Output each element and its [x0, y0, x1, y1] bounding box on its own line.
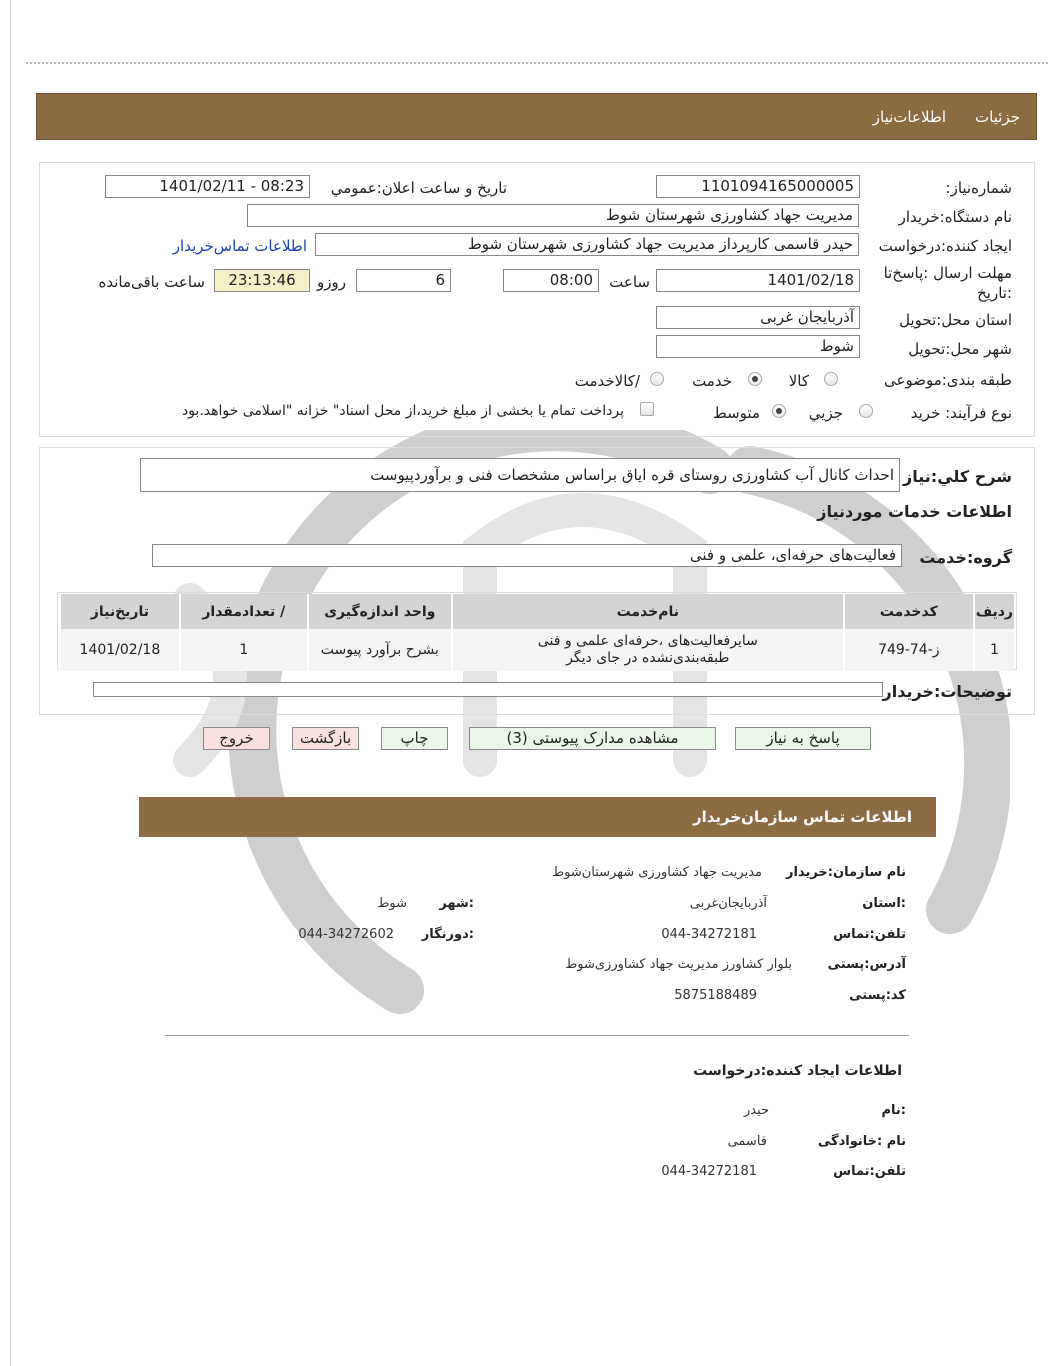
- payment-treasury-checkbox[interactable]: [640, 402, 654, 416]
- deadline-date-field: 1401/02/18: [656, 269, 860, 292]
- services-section-title: اطلاعات خدمات موردنیاز: [817, 502, 1012, 521]
- deadline-hour-label: ساعت: [609, 273, 650, 291]
- category-service-label: خدمت: [692, 372, 732, 390]
- category-goods-radio[interactable]: [824, 372, 838, 386]
- tab-details[interactable]: جزئیات: [975, 108, 1020, 126]
- category-goods-service-label: /کالاخدمت: [574, 372, 640, 390]
- row-unit: بشرح برآورد پیوست: [308, 629, 452, 671]
- city-label: شهر محل:تحویل: [908, 340, 1012, 358]
- buyer-notes-label: توضیحات:خریدار: [882, 682, 1012, 701]
- table-header-service-name: نام‌خدمت: [452, 594, 844, 629]
- need-description-field: احداث کانال آب کشاورزی روستای قره اياق براساس مشخصات فنی و برآوردپیوست: [140, 458, 900, 492]
- row-service-name-line1: سایرفعالیت‌های ،حرفه‌ای علمی و فنی: [537, 633, 758, 649]
- table-header-need-date: تاریخ‌نیاز: [60, 594, 180, 629]
- row-index: 1: [974, 629, 1014, 671]
- view-documents-button[interactable]: مشاهده مدارک پیوستی (3): [469, 727, 716, 750]
- creator-label: ایجاد کننده:درخواست: [878, 237, 1012, 255]
- contact-phone-label: تلفن:تماس: [833, 927, 906, 942]
- creator-family-label: نام :خانوادگی: [817, 1134, 906, 1149]
- contact-divider: [165, 1035, 909, 1036]
- remaining-time-field: 23:13:46: [214, 269, 310, 292]
- table-header-unit: واحد اندازه‌گیری: [308, 594, 452, 629]
- category-goods-service-radio[interactable]: [650, 372, 664, 386]
- row-need-date: 1401/02/18: [60, 629, 180, 671]
- contact-org-label: نام سازمان:خریدار: [786, 865, 906, 880]
- creator-name-label: :نام: [881, 1103, 906, 1118]
- contact-fax-label: :دورنگار: [421, 927, 474, 942]
- payment-note-label: پرداخت تمام یا بخشی از مبلغ خرید،از محل اسناد" خزانه "اسلامی خواهد.بود: [181, 403, 624, 419]
- contact-postal-value: 5875188489: [674, 988, 757, 1003]
- table-header-quantity: / تعدادمقدار: [180, 594, 308, 629]
- deadline-label-date: :تاریخ: [977, 284, 1012, 302]
- contact-address-label: آدرس:پستی: [827, 957, 906, 972]
- contact-city-value: شوط: [377, 896, 407, 911]
- category-goods-label: کالا: [788, 372, 809, 390]
- table-header-row-index: ردیف: [974, 594, 1014, 629]
- process-type-label: نوع فرآیند: خرید: [910, 404, 1012, 422]
- city-field: شوط: [656, 335, 860, 358]
- row-service-name: [452, 629, 844, 671]
- creator-field: حیدر قاسمی کارپرداز مدیریت جهاد کشاورزی شهرستان شوط: [315, 233, 859, 256]
- contact-org-value: مدیریت جهاد کشاورزی شهرستان‌شوط: [552, 865, 762, 880]
- tab-need-info[interactable]: اطلاعات‌نیاز: [872, 108, 946, 126]
- province-label: استان محل:تحویل: [899, 311, 1012, 329]
- table-header-service-code: کدخدمت: [844, 594, 974, 629]
- contact-address-value: بلوار کشاورز مدیریت جهاد کشاورزی‌شوط: [565, 957, 792, 972]
- days-label: روزو: [317, 273, 346, 291]
- service-group-label: گروه:خدمت: [919, 548, 1012, 567]
- buyer-org-field: مدیریت جهاد کشاورزی شهرستان شوط: [247, 204, 859, 227]
- row-service-name-line2: طبقه‌بندی‌نشده در جای دیگر: [566, 650, 730, 666]
- print-button[interactable]: چاپ: [381, 727, 448, 750]
- services-table: [59, 594, 1014, 671]
- buyer-org-label: نام دستگاه:خریدار: [898, 208, 1012, 226]
- process-medium-label: متوسط: [712, 404, 760, 422]
- province-field: آذربایجان غربی: [656, 306, 860, 329]
- remaining-days-field: 6: [356, 269, 451, 292]
- process-partial-label: جزیي: [808, 404, 843, 422]
- contact-phone-value: 044-34272181: [661, 927, 757, 942]
- creator-family-value: قاسمی: [727, 1134, 767, 1149]
- page-header-bar: [36, 93, 1037, 140]
- contact-postal-label: کد:پستی: [849, 988, 906, 1003]
- buyer-notes-field: [93, 682, 883, 697]
- exit-button[interactable]: خروج: [203, 727, 270, 750]
- contact-city-label: :شهر: [439, 896, 474, 911]
- creator-info-title: اطلاعات ایجاد کننده:درخواست: [693, 1063, 902, 1079]
- category-label: طبقه بندی:موضوعی: [884, 371, 1012, 389]
- creator-phone-label: تلفن:تماس: [833, 1164, 906, 1179]
- contact-province-label: :استان: [862, 896, 906, 911]
- contact-fax-value: 044-34272602: [298, 927, 394, 942]
- announce-date-label: تاریخ و ساعت اعلان:عمومي: [330, 179, 507, 197]
- need-description-label: شرح کلي:نیاز: [903, 467, 1012, 486]
- reply-button[interactable]: پاسخ به نیاز: [735, 727, 871, 750]
- contact-header-bar: [139, 797, 936, 837]
- row-service-code: ز-74-749: [844, 629, 974, 671]
- back-button[interactable]: بازگشت: [292, 727, 359, 750]
- table-row: [60, 629, 1014, 671]
- process-medium-radio[interactable]: [772, 404, 786, 418]
- service-group-field: فعالیت‌های حرفه‌ای، علمی و فنی: [152, 544, 902, 567]
- announce-date-field: 1401/02/11 - 08:23: [105, 175, 310, 198]
- process-partial-radio[interactable]: [859, 404, 873, 418]
- category-service-radio[interactable]: [748, 372, 762, 386]
- need-number-label: شماره‌نیاز:: [945, 179, 1012, 197]
- left-border-line: [10, 0, 11, 1366]
- need-number-field: 1101094165000005: [656, 175, 860, 198]
- creator-phone-value: 044-34272181: [661, 1164, 757, 1179]
- remaining-time-label: ساعت باقی‌مانده: [98, 273, 205, 291]
- buyer-contact-link[interactable]: اطلاعات تماس‌خریدار: [172, 237, 307, 255]
- deadline-time-field: 08:00: [503, 269, 599, 292]
- dotted-separator: [26, 62, 1048, 64]
- row-quantity: 1: [180, 629, 308, 671]
- contact-section-title: اطلاعات تماس سازمان‌خریدار: [692, 808, 912, 826]
- contact-province-value: آذربایجان‌غربی: [689, 896, 767, 911]
- deadline-label: مهلت ارسال :پاسخ‌تا: [883, 264, 1012, 282]
- creator-name-value: حیدر: [743, 1103, 769, 1118]
